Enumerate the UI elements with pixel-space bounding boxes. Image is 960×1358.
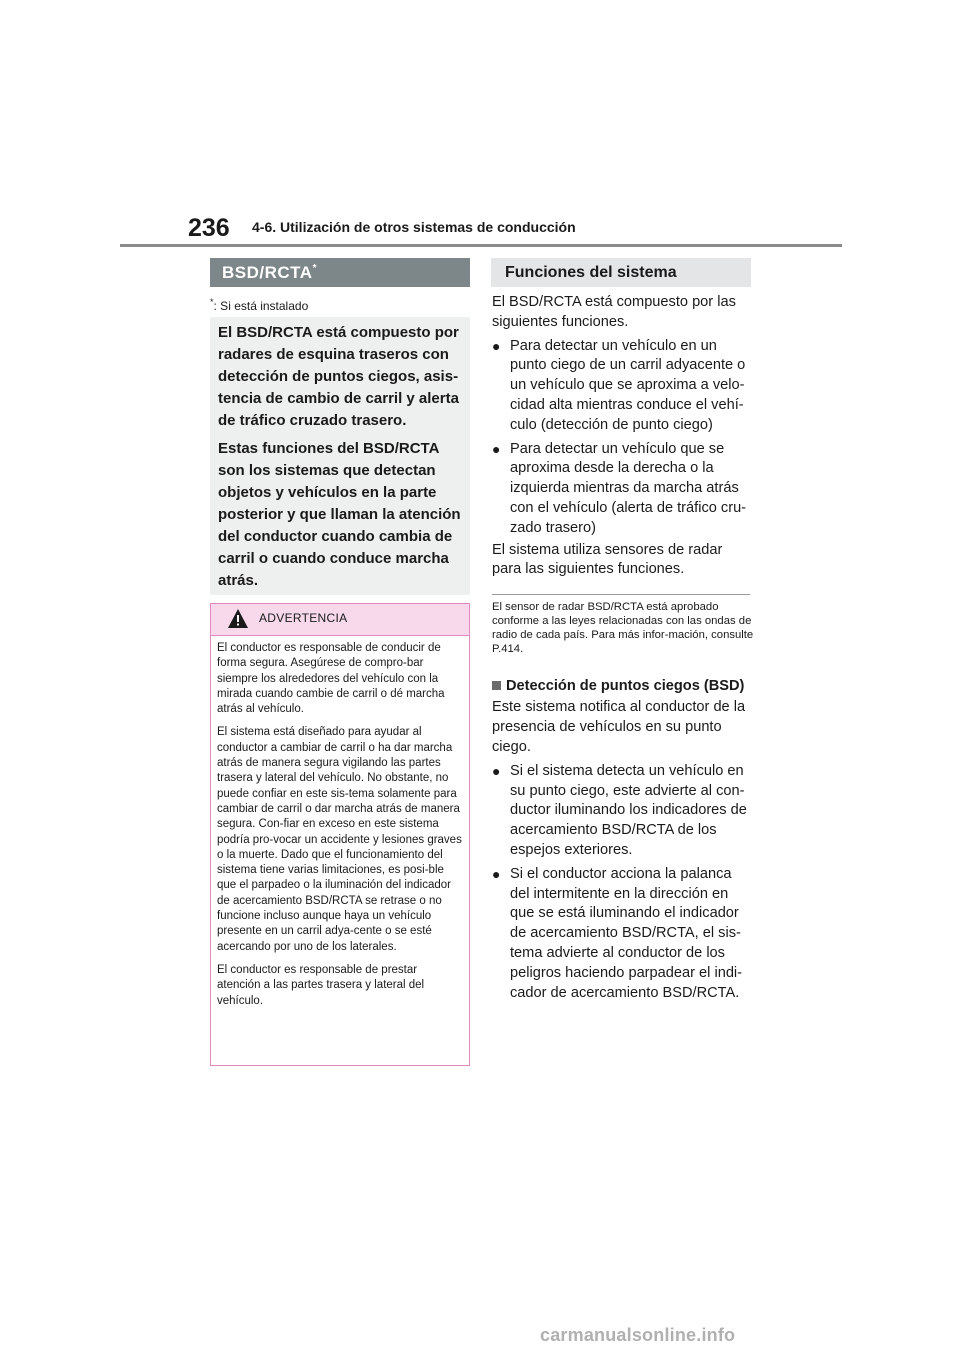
bsd-rcta-title-text: BSD/RCTA	[222, 263, 313, 282]
watermark-logo: carmanualsonline.info	[540, 1325, 736, 1345]
footnote-text: : Si está instalado	[213, 299, 309, 313]
bullet-dot-icon: ●	[492, 865, 501, 882]
bullet-dot-icon: ●	[492, 337, 501, 354]
bullet-text: Si el sistema detecta un vehículo en su punto ciego, este advierte al con-ductor iluminando los indicadores de acercamiento BSD/RCTA de los espejos exteriores.	[510, 762, 747, 858]
bsd-subsection-heading	[492, 676, 754, 696]
bullet-dot-icon: ●	[492, 440, 501, 457]
warning-body	[211, 636, 469, 1009]
warning-paragraph: El conductor es responsable de prestar atención a las partes trasera y lateral del vehículo.	[217, 963, 425, 1007]
warning-box	[210, 603, 470, 1066]
title-footnote-mark: *	[312, 263, 317, 274]
summary-box	[210, 317, 470, 595]
bullet-item	[492, 762, 754, 861]
bsd-intro: Este sistema notifica al conductor de la presencia de vehículos en su punto ciego.	[492, 699, 746, 755]
bullet-dot-icon: ●	[492, 762, 501, 779]
warning-paragraph: El sistema está diseñado para ayudar al conductor a cambiar de carril o ha dar marcha atrás de manera segura vigilando las partes trasera y lateral del vehículo. No obstante, no puede confiar en este sis-tema solamente para cambiar de carril o dar marcha atrás de manera segura. Con-fiar en exceso en este sistema podría pro-vocar un accidente y lesiones graves o la muerte. Dado que el funcionamiento del sistema tiene varias limitaciones, es posi-ble que el parpadeo o la iluminación del indicador de acercamiento BSD/RCTA se retrase o no funcione incluso aunque haya un vehículo presente en un carril adya-cente o se esté acercando por uno de los laterales.	[217, 726, 462, 953]
footnote-mark: *	[210, 297, 214, 307]
square-bullet-icon	[492, 681, 501, 690]
bullet-text: Para detectar un vehículo en un punto ciego de un carril adyacente o un vehículo que se aproxima a velo-cidad alta mientras conduce el vehí-culo (detección de punto ciego)	[510, 337, 746, 433]
bullet-item	[492, 440, 754, 539]
bsd-heading-text: Detección de puntos ciegos (BSD)	[506, 678, 745, 695]
bullet-item	[492, 337, 754, 436]
radar-approval-note: El sensor de radar BSD/RCTA está aprobado conforme a las leyes relacionadas con las ondas de radio de cada país. Para más infor-mación, consulte P.414.	[492, 601, 754, 655]
page-number: 236	[188, 214, 230, 242]
bsd-rcta-title	[210, 258, 470, 287]
warning-title: ADVERTENCIA	[259, 611, 348, 625]
warning-triangle-icon	[227, 608, 249, 630]
sensors-text: El sistema utiliza sensores de radar para las siguientes funciones.	[492, 541, 723, 578]
summary-paragraph: El BSD/RCTA está compuesto por radares de esquina traseros con detección de puntos ciegos, asis-tencia de cambio de carril y alerta de tráfico cruzado trasero.	[218, 324, 459, 429]
installation-footnote	[210, 297, 308, 313]
bullet-text: Para detectar un vehículo que se aproxima desde la derecha o la izquierda mientras da marcha atrás con el vehículo (alerta de tráfico cru-zado trasero)	[510, 440, 747, 536]
section-header: 4-6. Utilización de otros sistemas de conducción	[252, 219, 576, 235]
warning-paragraph: El conductor es responsable de conducir de forma segura. Asegúrese de compro-bar siempre los alrededores del vehículo con la mirada cuando cambie de carril o dé marcha atrás al vehículo.	[217, 642, 445, 716]
summary-paragraph: Estas funciones del BSD/RCTA son los sistemas que detectan objetos y vehículos en la parte posterior y que llaman la atención del conductor cuando cambia de carril o cuando conduce marcha atrás.	[218, 440, 461, 589]
header-divider	[120, 244, 842, 247]
right-column	[492, 293, 754, 1003]
bullet-item	[492, 865, 754, 1004]
functions-intro: El BSD/RCTA está compuesto por las siguientes funciones.	[492, 294, 736, 330]
bullet-text: Si el conductor acciona la palanca del intermitente en la dirección en que se está iluminando el indicador de acercamiento BSD/RCTA, el sis-tema advierte al conductor de los peligros haciendo parpadear el indi-cador de acercamiento BSD/RCTA.	[510, 865, 743, 1001]
note-divider	[492, 594, 750, 595]
system-functions-title: Funciones del sistema	[491, 258, 751, 287]
warning-header	[211, 604, 469, 636]
